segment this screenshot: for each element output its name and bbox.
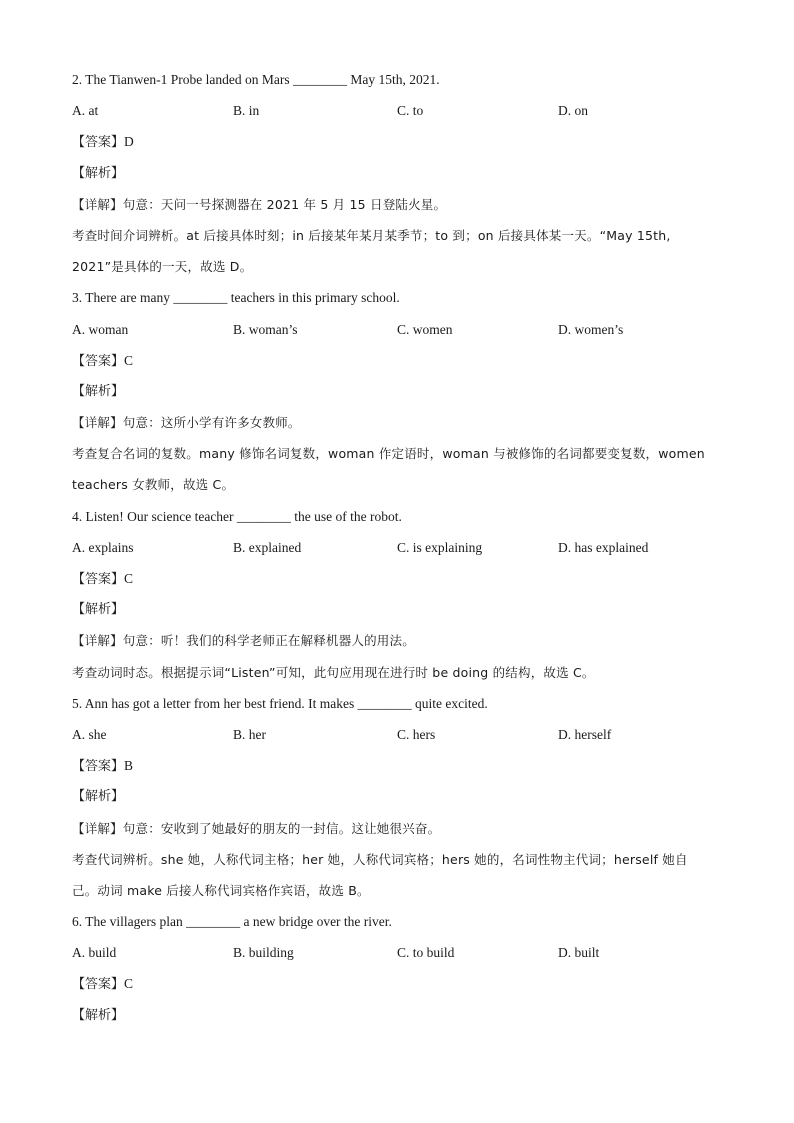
option-b: B. building	[233, 945, 294, 961]
option-c: C. is explaining	[397, 539, 483, 555]
option-c: C. to	[397, 103, 424, 119]
answer-line	[72, 750, 732, 781]
answer-line	[72, 126, 732, 157]
answer-label: 【答案】	[72, 353, 125, 369]
analysis-label: 【解析】	[72, 1007, 125, 1023]
answer-options	[72, 937, 732, 968]
question-stem: 4. Listen! Our science teacher ________ the use of the robot.	[72, 508, 402, 524]
answer-label: 【答案】	[72, 572, 125, 587]
option-a: A. she	[72, 726, 107, 742]
option-a: A. explains	[72, 539, 134, 555]
option-c: C. to build	[397, 945, 455, 961]
answer-label: 【答案】	[72, 135, 125, 151]
detail-line: 己。动词 make 后接人称代词宾格作宾语，故选 B。	[72, 882, 370, 898]
answer-value: C	[124, 571, 134, 586]
answer-value: B	[124, 758, 134, 774]
detail-line: 考查复合名词的复数。many 修饰名词复数，woman 作定语时，woman 与被修饰的名词都要变复数，women	[72, 446, 705, 462]
answer-options	[72, 719, 732, 750]
detail-line: 【详解】句意：天问一号探测器在 2021 年 5 月 15 日登陆火星。	[72, 196, 447, 212]
answer-line	[72, 563, 732, 594]
detail-line: 【详解】句意：听！我们的科学老师正在解释机器人的用法。	[72, 633, 415, 649]
option-c: C. hers	[397, 726, 436, 742]
option-a: A. woman	[72, 321, 129, 337]
detail-line: 【详解】句意：安收到了她最好的朋友的一封信。这让她很兴奋。	[72, 820, 441, 836]
answer-options	[72, 314, 732, 345]
option-d: D. has explained	[558, 539, 649, 555]
option-b: B. her	[233, 726, 266, 742]
answer-line	[72, 345, 732, 376]
question-stem: 6. The villagers plan ________ a new bridge over the river.	[72, 914, 392, 930]
option-b: B. explained	[233, 539, 302, 555]
detail-line: 【详解】句意：这所小学有许多女教师。	[72, 415, 301, 431]
analysis-label: 【解析】	[72, 602, 125, 618]
analysis-label: 【解析】	[72, 383, 125, 399]
question-4	[72, 501, 732, 688]
detail-line: teachers 女教师，故选 C。	[72, 477, 235, 493]
option-d: D. on	[558, 103, 588, 119]
question-stem: 2. The Tianwen-1 Probe landed on Mars ________ May 15th, 2021.	[72, 72, 440, 87]
analysis-label: 【解析】	[72, 789, 125, 805]
option-d: D. women’s	[558, 321, 624, 337]
option-d: D. built	[558, 945, 600, 961]
answer-label: 【答案】	[72, 759, 125, 775]
answer-line	[72, 968, 732, 999]
detail-line: 考查时间介词辨析。at 后接具体时刻；in 后接某年某月某季节；to 到；on 后接具体某一天。“May 15th,	[72, 227, 671, 243]
analysis-label: 【解析】	[72, 165, 125, 181]
question-6	[72, 906, 732, 1031]
option-d: D. herself	[558, 726, 612, 742]
answer-value: C	[124, 352, 134, 368]
option-b: B. woman’s	[233, 321, 298, 337]
option-a: A. build	[72, 945, 117, 961]
answer-label: 【答案】	[72, 977, 125, 993]
answer-options	[72, 532, 732, 563]
detail-line: 2021”是具体的一天，故选 D。	[72, 259, 253, 275]
detail-line: 考查动词时态。根据提示词“Listen”可知，此句应用现在进行时 be doing 的结构，故选 C。	[72, 664, 595, 680]
answer-value: D	[124, 134, 134, 150]
option-a: A. at	[72, 103, 99, 119]
detail-line: 考查代词辨析。she 她，人称代词主格；her 她，人称代词宾格；hers 她的，名词性物主代词；herself 她自	[72, 851, 688, 867]
question-3	[72, 282, 732, 500]
option-c: C. women	[397, 321, 453, 337]
answer-options	[72, 95, 732, 126]
question-5	[72, 688, 732, 906]
question-stem: 5. Ann has got a letter from her best friend. It makes ________ quite excited.	[72, 695, 488, 711]
question-2	[72, 64, 732, 282]
option-b: B. in	[233, 103, 260, 119]
question-stem: 3. There are many ________ teachers in this primary school.	[72, 290, 400, 306]
document-page	[72, 64, 732, 1031]
answer-value: C	[124, 976, 134, 992]
